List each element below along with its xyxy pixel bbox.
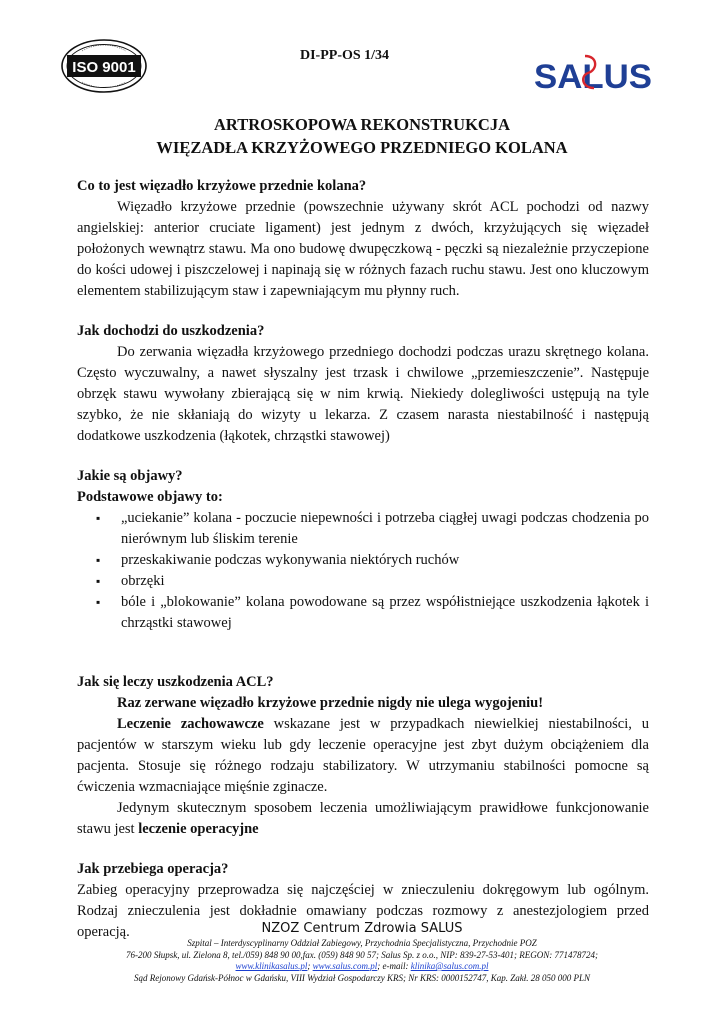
footer-title: NZOZ Centrum Zdrowia SALUS (261, 921, 463, 936)
paragraph-surgical-treatment: Jedynym skutecznym sposobem leczenia umożliwiającym prawidłowe funkcjonowanie stawu jest leczenie operacyjne (77, 800, 649, 837)
warning-statement: Raz zerwane więzadło krzyżowe przednie nigdy nie ulega wygojeniu! (117, 695, 544, 711)
footer-line-3: www.klinikasalus.pl; www.salus.com.pl; e-mail: klinika@salus.com.pl (235, 961, 489, 971)
iso-9001-logo (60, 38, 148, 94)
surgical-treatment-term: leczenie operacyjne (138, 821, 259, 837)
email-link[interactable]: klinika@salus.com.pl (410, 961, 489, 971)
svg-text:SALUS: SALUS (534, 58, 652, 96)
symptoms-list (77, 508, 649, 634)
salus-logo (532, 52, 654, 96)
section-heading-treatment: Jak się leczy uszkodzenia ACL? (77, 674, 274, 690)
svg-text:ISO 9001: ISO 9001 (72, 59, 136, 76)
paragraph-acl-definition: Więzadło krzyżowe przednie (powszechnie używany skrót ACL pochodzi od nazwy angielskiej: anterior cruciate ligament) jest jednym z dwóch, krzyżujących się więzadeł położonych wewnątrz stawu. Ma ono budowę dwupęczkową - pęczki są niezależnie przyczepione do kości udowej i piszczelowej i napinają się w różnych fazach ruchu stawu. Jest ono kluczowym elementem stabilizującym staw i zapewniającym mu płynny ruch. (77, 199, 649, 299)
footer (0, 920, 724, 984)
title-line-1: ARTROSKOPOWA REKONSTRUKCJA (213, 115, 510, 134)
website-link-klinikasalus[interactable]: www.klinikasalus.pl (235, 961, 308, 971)
section-heading-operation: Jak przebiega operacja? (77, 861, 229, 877)
title-line-2: WIĘZADŁA KRZYŻOWEGO PRZEDNIEGO KOLANA (156, 138, 568, 157)
paragraph-injury-cause: Do zerwania więzadła krzyżowego przedniego dochodzi podczas urazu skrętnego kolana. Często wyczuwalny, a nawet słyszalny jest trzask i chwilowe „przemieszczenie”. Następuje obrzęk stawu wywołany zbierającą się w nim krwią. Niekiedy dolegliwości ustępują na tyle szybko, że nie skłaniają do wizyty u lekarza. Z czasem narasta niestabilność i następują dodatkowe uszkodzenia (łąkotek, chrząstki stawowej) (77, 344, 649, 444)
footer-line-2: 76-200 Słupsk, ul. Zielona 8, tel./059) 848 90 00,fax. (059) 848 90 57; Salus Sp. z o.o., NIP: 839-27-53-401; REGON: 771478724; (126, 949, 598, 960)
list-item: ▪ obrzęki (121, 571, 649, 592)
page-title (0, 113, 724, 159)
paragraph-conservative-treatment: Leczenie zachowawcze wskazane jest w przypadkach niewielkiej niestabilności, u pacjentów w starszym wieku lub gdy leczenie operacyjne jest zbyt dużym obciążeniem dla pacjenta. Stosuje się różnego rodzaju stabilizatory. W utrzymaniu stabilności pomocne są ćwiczenia wzmacniające mięśnie zginacze. (77, 716, 649, 795)
paragraph-operation: Zabieg operacyjny przeprowadza się najczęściej w znieczuleniu dokręgowym lub ogólnym. Rodzaj znieczulenia jest dokładnie omawiany podczas rozmowy z anestezjologiem przed operacją. (77, 882, 649, 940)
list-item: ▪ „uciekanie” kolana - poczucie niepewności i potrzeba ciągłej uwagi podczas chodzenia po nierównym lub śliskim terenie (121, 508, 649, 550)
section-heading-what-is-acl: Co to jest więzadło krzyżowe przednie kolana? (77, 178, 367, 194)
footer-line-1: Szpital – Interdyscyplinarny Oddział Zabiegowy, Przychodnia Specjalistyczna, Przychodnie POZ (187, 938, 537, 948)
section-heading-injury-cause: Jak dochodzi do uszkodzenia? (77, 323, 265, 339)
website-link-salus[interactable]: www.salus.com.pl (312, 961, 378, 971)
footer-line-4: Sąd Rejonowy Gdańsk-Północ w Gdańsku, VIII Wydział Gospodarczy KRS; Nr KRS: 0000152747, Kap. Zakł. 28 050 000 PLN (133, 972, 591, 983)
symptoms-subheading: Podstawowe objawy to: (77, 489, 223, 505)
list-item: ▪ bóle i „blokowanie” kolana powodowane są przez współistniejące uszkodzenia łąkotek i chrząstki stawowej (121, 592, 649, 634)
document-body (77, 176, 649, 943)
document-code: DI-PP-OS 1/34 (300, 48, 390, 63)
conservative-treatment-term: Leczenie zachowawcze (117, 716, 264, 732)
list-item: ▪ przeskakiwanie podczas wykonywania niektórych ruchów (121, 550, 649, 571)
section-heading-symptoms: Jakie są objawy? (77, 468, 183, 484)
